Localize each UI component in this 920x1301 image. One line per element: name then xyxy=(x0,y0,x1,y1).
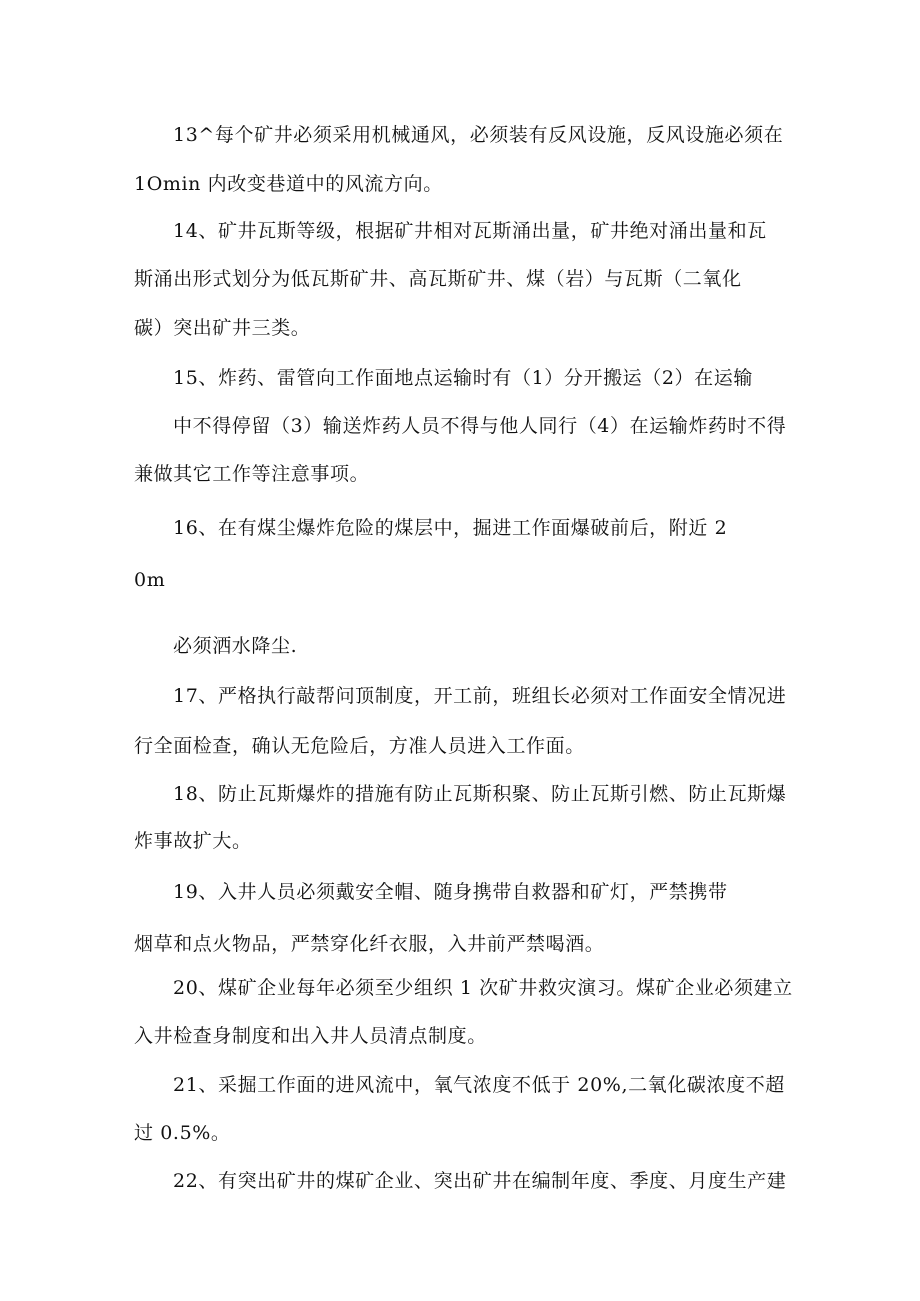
item-13-line-2: 1Omin 内改变巷道中的风流方向。 xyxy=(134,173,443,195)
item-17-line-1: 17、严格执行敲帮问顶制度，开工前，班组长必须对工作面安全情况进 xyxy=(173,685,787,707)
item-20-line-1: 20、煤矿企业每年必须至少组织 1 次矿井救灾演习。煤矿企业必须建立 xyxy=(173,977,793,999)
item-15-line-3: 兼做其它工作等注意事项。 xyxy=(134,463,370,485)
item-20-line-2: 入井检查身制度和出入井人员清点制度。 xyxy=(134,1025,487,1047)
item-14-line-3: 碳）突出矿井三类。 xyxy=(134,317,311,339)
item-14-line-1: 14、矿井瓦斯等级，根据矿井相对瓦斯涌出量，矿井绝对涌出量和瓦 xyxy=(173,220,767,242)
item-16-line-1: 16、在有煤尘爆炸危险的煤层中，掘进工作面爆破前后，附近 2 xyxy=(173,517,728,539)
item-13-line-1: 13^每个矿井必须采用机械通风，必须装有反风设施，反风设施必须在 xyxy=(173,124,784,146)
item-21-line-1: 21、采掘工作面的进风流中，氧气浓度不低于 20%,二氧化碳浓度不超 xyxy=(173,1074,785,1096)
item-18-line-1: 18、防止瓦斯爆炸的措施有防止瓦斯积聚、防止瓦斯引燃、防止瓦斯爆 xyxy=(173,783,787,805)
item-16-line-2: 0m xyxy=(134,569,166,591)
item-19-line-2: 烟草和点火物品，严禁穿化纤衣服，入井前严禁喝酒。 xyxy=(134,933,605,955)
item-17-line-2: 行全面检查，确认无危险后，方准人员进入工作面。 xyxy=(134,735,585,757)
item-18-line-2: 炸事故扩大。 xyxy=(134,830,252,852)
item-15-line-1: 15、炸药、雷管向工作面地点运输时有（1）分开搬运（2）在运输 xyxy=(173,367,753,389)
item-16-line-3: 必须洒水降尘. xyxy=(173,635,298,657)
item-14-line-2: 斯涌出形式划分为低瓦斯矿井、高瓦斯矿井、煤（岩）与瓦斯（二氧化 xyxy=(134,268,742,290)
item-19-line-1: 19、入井人员必须戴安全帽、随身携带自救器和矿灯，严禁携带 xyxy=(173,881,728,903)
item-21-line-2: 过 0.5%。 xyxy=(134,1122,231,1144)
item-15-line-2: 中不得停留（3）输送炸药人员不得与他人同行（4）在运输炸药时不得 xyxy=(173,415,787,437)
item-22-line-1: 22、有突出矿井的煤矿企业、突出矿井在编制年度、季度、月度生产建 xyxy=(173,1170,787,1192)
